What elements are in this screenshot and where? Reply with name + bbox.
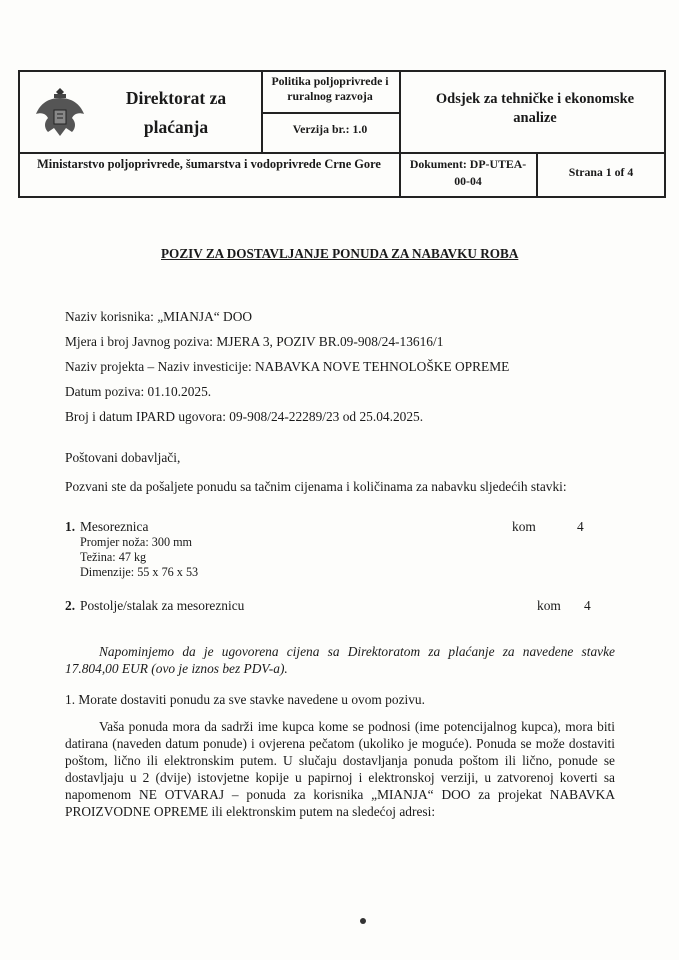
item-detail: Težina: 47 kg	[80, 550, 147, 564]
page-title: POZIV ZA DOSTAVLJANJE PONUDA ZA NABAVKU ROBA	[161, 246, 519, 261]
document-header	[18, 70, 666, 198]
item-detail: Promjer noža: 300 mm	[80, 535, 193, 549]
rule-1: 1. Morate dostaviti ponudu za sve stavke navedene u ovom pozivu.	[65, 692, 425, 707]
call-date: Datum poziva: 01.10.2025.	[65, 384, 212, 399]
project-name: Naziv projekta – Naziv investicije: NABAVKA NOVE TEHNOLOŠKE OPREME	[65, 359, 510, 374]
page-number: Strana 1 of 4	[568, 165, 634, 179]
ministry-label: Ministarstvo poljoprivrede, šumarstva i vodoprivrede Crne Gore	[37, 157, 381, 171]
item-number: 1.	[65, 519, 76, 534]
header-row-top	[20, 72, 664, 154]
document-number: Dokument: DP-UTEA-00-04	[409, 157, 527, 188]
item-quantity: 4	[584, 598, 591, 613]
scan-mark	[360, 918, 366, 924]
version-label: Verzija br.: 1.0	[292, 122, 368, 136]
item-name: Postolje/stalak za mesoreznicu	[80, 598, 245, 613]
client-name: Naziv korisnika: „MIANJA“ DOO	[65, 309, 253, 324]
submission-paragraph: Vaša ponuda mora da sadrži ime kupca kome se podnosi (ime potencijalnog kupca), mora biti datirana (naveden datum ponude) i ovjerena pečatom (ukoliko je moguće). Ponuda se može dostaviti poštom, lično ili elektronskim putem. U slučaju dostavljanja ponuda poštom ili lično, ponude se dostavljaju u 2 (dvije) istovjetne kopije u papirnoj i elektronskoj verziji, u zatvorenoj koverti sa napomenom NE OTVARAJ – ponuda za korisnika „MIANJA“ DOO za projekat NABAVKA PROIZVODNE OPREME ili elektronskim putem na sledećoj adresi:	[65, 719, 615, 819]
intro-text: Pozvani ste da pošaljete ponudu sa tačnim cijenama i količinama za nabavku sljedećih stavki:	[65, 479, 567, 494]
call-measure: Mjera i broj Javnog poziva: MJERA 3, POZIV BR.09-908/24-13616/1	[65, 334, 444, 349]
item-detail: Dimenzije: 55 x 76 x 53	[80, 565, 199, 579]
price-note: Napominjemo da je ugovorena cijena sa Direktoratom za plaćanje za navedene stavke 17.804,00 EUR (ovo je iznos bez PDV-a).	[65, 644, 615, 676]
item-number: 2.	[65, 598, 76, 613]
item-name: Mesoreznica	[80, 519, 149, 534]
ipard-contract: Broj i datum IPARD ugovora: 09-908/24-22289/23 od 25.04.2025.	[65, 409, 424, 424]
coat-of-arms-icon	[34, 84, 86, 140]
greeting: Poštovani dobavljači,	[65, 450, 181, 465]
policy-label: Politika poljoprivrede i ruralnog razvoja	[271, 74, 389, 103]
header-row-bottom	[20, 152, 664, 196]
department-label: Odsjek za tehničke i ekonomske analize	[435, 91, 635, 126]
org-name: Direktorat za plaćanja	[125, 88, 227, 137]
item-quantity: 4	[577, 519, 584, 534]
item-unit: kom	[512, 519, 536, 534]
item-unit: kom	[537, 598, 561, 613]
